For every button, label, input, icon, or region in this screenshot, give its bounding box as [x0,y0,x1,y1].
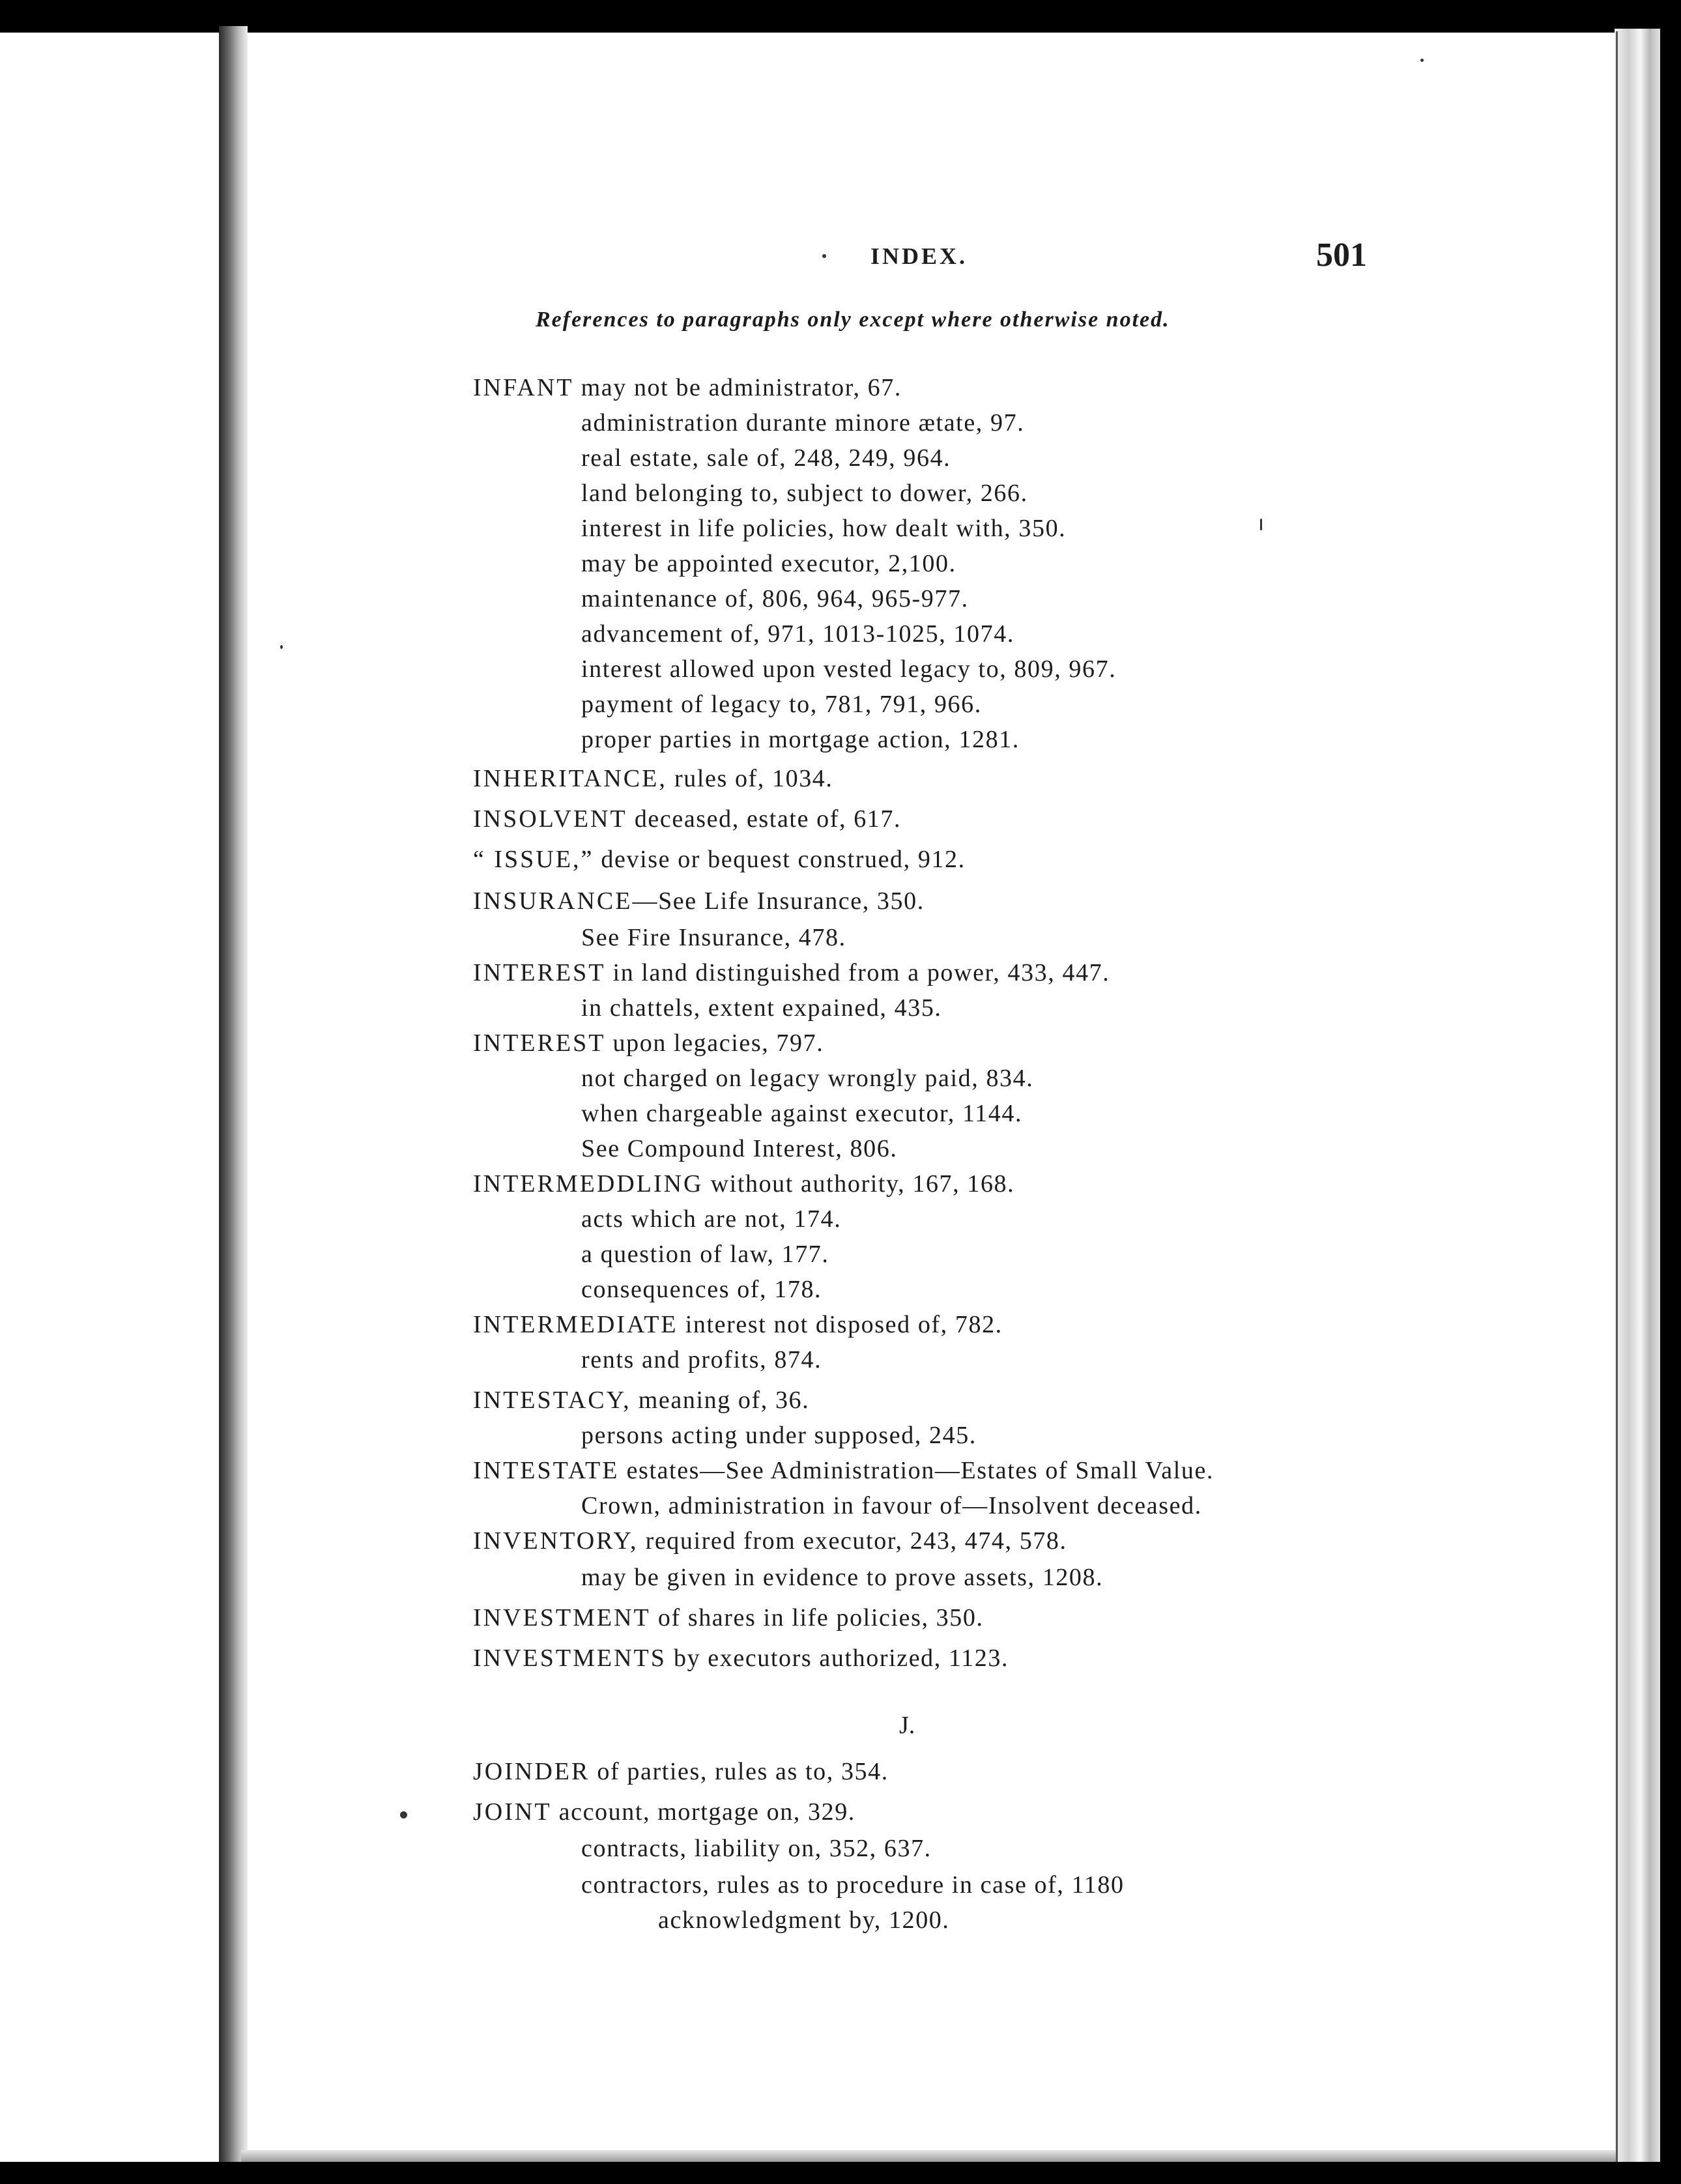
index-entry [473,847,966,872]
index-subentry: See Compound Interest, 806. [581,1135,898,1162]
index-entry [473,1171,1014,1196]
index-subentry: not charged on legacy wrongly paid, 834. [581,1065,1034,1092]
index-entry [473,1646,1009,1671]
entry-heading: INHERITANCE, [473,765,667,792]
index-subentry: acknowledgment by, 1200. [658,1906,950,1934]
index-entry [473,1458,1214,1483]
entry-heading: “ ISSUE,” [473,846,594,873]
entry-heading: JOINT [473,1798,552,1826]
entry-heading: INTERMEDDLING [473,1170,704,1198]
index-entry [473,1605,984,1630]
entry-heading: INTEREST [473,959,606,986]
entry-heading: INSOLVENT [473,805,627,833]
index-entry [473,1759,889,1784]
entry-text: account, mortgage on, 329. [551,1798,855,1826]
speck [400,1811,407,1818]
entry-text: meaning of, 36. [631,1387,810,1414]
index-subentry: Crown, administration in favour of—Insolvent deceased. [581,1492,1202,1519]
entry-text: interest not disposed of, 782. [678,1311,1003,1338]
entry-heading: INVESTMENTS [473,1645,667,1672]
index-subentry: interest in life policies, how dealt with, 350. [581,515,1067,542]
index-subentry: persons acting under supposed, 245. [581,1422,977,1449]
running-header: INDEX. [870,243,968,269]
index-subentry: land belonging to, subject to dower, 266. [581,480,1028,507]
entry-text: —See Life Insurance, 350. [632,887,925,915]
index-entry [473,1388,809,1413]
index-subentry: proper parties in mortgage action, 1281. [581,726,1020,753]
index-entry [473,807,901,831]
index-subentry: may be appointed executor, 2,100. [581,550,956,577]
entry-text: required from executor, 243, 474, 578. [638,1527,1067,1555]
index-entry [473,375,902,400]
entry-heading: INTERMEDIATE [473,1311,678,1338]
index-subentry: real estate, sale of, 248, 249, 964. [581,444,951,472]
index-entry [473,960,1110,985]
entry-text: of parties, rules as to, 354. [590,1758,889,1785]
index-subentry: acts which are not, 174. [581,1205,842,1233]
section-letter: J. [899,1712,915,1739]
speck [1420,59,1424,62]
index-subentry: consequences of, 178. [581,1276,822,1303]
index-entry [473,1031,824,1056]
entry-text: may not be administrator, 67. [573,374,902,401]
entry-text: in land distinguished from a power, 433, 447. [605,959,1110,986]
entry-heading: INTESTATE [473,1457,620,1484]
index-subentry: contractors, rules as to procedure in case of, 1180 [581,1871,1125,1899]
index-subentry: maintenance of, 806, 964, 965-977. [581,585,969,612]
book-spine [219,26,248,2170]
index-entry [473,1312,1003,1337]
index-entry [473,889,925,913]
index-subentry: rents and profits, 874. [581,1346,822,1373]
index-note: References to paragraphs only except where otherwise noted. [536,308,1170,332]
speck [280,645,283,649]
page-number: 501 [1316,237,1367,274]
index-subentry: in chattels, extent expained, 435. [581,994,942,1022]
page-edge-line [1616,31,1618,2162]
entry-text: devise or bequest construed, 912. [594,846,966,873]
index-subentry: interest allowed upon vested legacy to, 809, 967. [581,655,1117,683]
page-bottom-edge [241,2150,1616,2162]
scan-border-bottom [0,2162,1681,2184]
entry-heading: INSURANCE [473,887,633,915]
entry-heading: INFANT [473,374,574,401]
entry-text: deceased, estate of, 617. [627,805,902,833]
entry-text: estates—See Administration—Estates of Small Value. [619,1457,1214,1484]
index-subentry: contracts, liability on, 352, 637. [581,1835,932,1862]
scan-border-right [1660,0,1681,2184]
entry-heading: INVENTORY, [473,1527,639,1555]
entry-text: without authority, 167, 168. [703,1170,1015,1198]
entry-text: by executors authorized, 1123. [666,1645,1009,1672]
index-subentry: a question of law, 177. [581,1241,829,1268]
index-subentry: payment of legacy to, 781, 791, 966. [581,691,982,718]
index-subentry: advancement of, 971, 1013-1025, 1074. [581,620,1014,648]
entry-heading: INVESTMENT [473,1604,651,1631]
entry-text: of shares in life policies, 350. [650,1604,984,1631]
index-subentry: See Fire Insurance, 478. [581,924,846,951]
speck [822,254,826,258]
index-subentry: when chargeable against executor, 1144. [581,1100,1023,1127]
index-entry [473,1529,1067,1553]
entry-text: upon legacies, 797. [605,1029,824,1057]
entry-heading: JOINDER [473,1758,590,1785]
index-subentry: administration durante minore ætate, 97. [581,409,1025,437]
entry-text: rules of, 1034. [667,765,833,792]
entry-heading: INTESTACY, [473,1387,631,1414]
entry-heading: INTEREST [473,1029,606,1057]
index-entry [473,766,833,791]
scan-border-top [0,0,1681,33]
page-edge [1615,29,1661,2166]
speck [1260,519,1262,530]
index-subentry: may be given in evidence to prove assets, 1208. [581,1564,1104,1591]
index-entry [473,1800,855,1824]
